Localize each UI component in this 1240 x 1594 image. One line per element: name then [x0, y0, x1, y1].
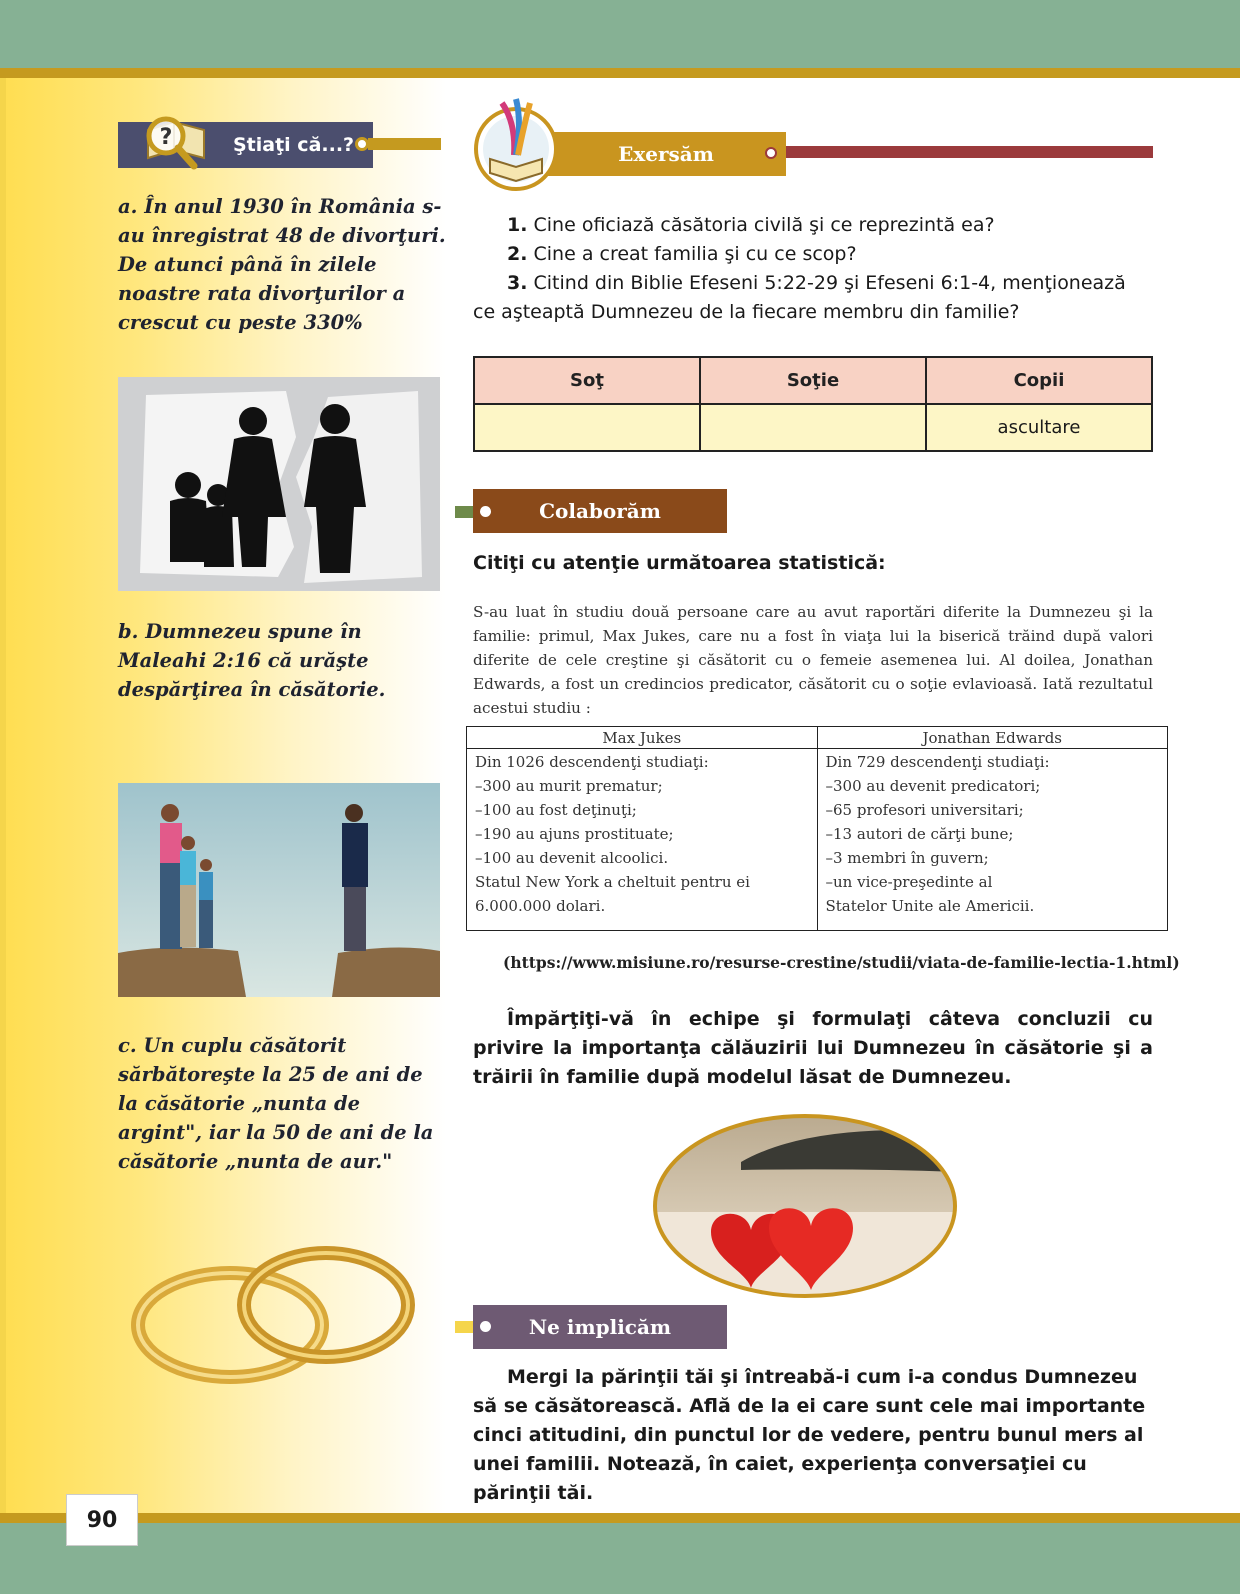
question-1-number: 1. — [507, 214, 528, 236]
fact-b: b. Dumnezeu spune în Maleahi 2:16 că urăşte despărţirea în căsătorie. — [118, 620, 386, 701]
stats-cell-jukes — [467, 749, 818, 931]
stats-jukes-line: –190 au ajuns prostituate; — [475, 825, 674, 843]
exersam-dot — [765, 147, 777, 159]
exersam-header: Exersăm — [486, 132, 786, 176]
magnifier-book-icon — [134, 110, 218, 176]
colaboram-dot — [480, 506, 491, 517]
left-strip — [0, 78, 6, 1513]
stats-jukes-line: Din 1026 descendenţi studiaţi: — [475, 753, 709, 771]
ne-implicam-dot — [480, 1321, 491, 1332]
stiati-ca-header: Ştiaţi că...? — [118, 122, 373, 168]
stats-header-jukes: Max Jukes — [467, 727, 818, 749]
stats-jukes-line: –300 au murit prematur; — [475, 777, 663, 795]
statistics-subtitle: Citiţi cu atenţie următoarea statistică: — [473, 552, 886, 574]
family-roles-table — [473, 356, 1153, 452]
study-paragraph: S-au luat în studiu două persoane care au avut raportări diferite la Dumnezeu şi la familie: primul, Max Jukes, care nu a fost în viaţa lui la biserică trăind după valori diferite de cele creştine şi căsătorit cu o femeie asemenea lui. Al doilea, Jonathan Edwards, a fost un credincios predicator, căsătorit cu o soţie evlavioasă. Iată rezultatul acestui studiu : — [473, 603, 1153, 717]
bottom-gold-line — [0, 1513, 1240, 1523]
stats-edwards-line: Din 729 descendenţi studiaţi: — [825, 753, 1050, 771]
separated-couple-photo — [118, 783, 440, 997]
question-2-text: Cine a creat familia şi cu ce scop? — [533, 243, 857, 265]
page-number: 90 — [66, 1494, 138, 1546]
table-cell-copii: ascultare — [926, 404, 1152, 451]
stats-edwards-line: –3 membri în guvern; — [825, 849, 989, 867]
question-1-text: Cine oficiază căsătoria civilă şi ce reprezintă ea? — [533, 214, 995, 236]
table-header-copii: Copii — [926, 357, 1152, 404]
stats-jukes-line: –100 au devenit alcoolici. — [475, 849, 669, 867]
stats-cell-edwards — [817, 749, 1168, 931]
statistics-table — [466, 726, 1168, 931]
team-task: Împărţiţi-vă în echipe şi formulaţi câteva concluzii cu privire la importanţa călăuzirii lui Dumnezeu în căsătorie şi a trăirii în familie după modelul lăsat de Dumnezeu. — [473, 1008, 1153, 1088]
parents-task: Mergi la părinţii tăi şi întreabă-i cum i-a condus Dumnezeu să se căsătorească. Află de la ei care sunt cele mai importante cinci atitudini, din punctul lor de vedere, pentru bunul mers al unei familii. Notează, în caiet, experienţa conversaţiei cu părinţii tăi. — [473, 1366, 1146, 1504]
stiati-ca-dot — [355, 137, 369, 151]
stats-edwards-line: –65 profesori universitari; — [825, 801, 1024, 819]
svg-text:?: ? — [159, 125, 173, 150]
stats-edwards-line: Statelor Unite ale Americii. — [825, 897, 1035, 915]
question-2 — [473, 240, 1153, 269]
stats-header-edwards: Jonathan Edwards — [817, 727, 1168, 749]
question-3 — [473, 269, 1153, 327]
stats-edwards-line: –un vice-preşedinte al — [825, 873, 993, 891]
question-2-number: 2. — [507, 243, 528, 265]
stats-jukes-line: –100 au fost deţinuţi; — [475, 801, 637, 819]
colaboram-header: Colaborăm — [473, 489, 727, 533]
source-link[interactable]: (https://www.misiune.ro/resurse-crestine/studii/viata-de-familie-lectia-1.html) — [503, 953, 1180, 972]
stats-edwards-line: –300 au devenit predicatori; — [825, 777, 1041, 795]
top-band — [0, 0, 1240, 68]
exersam-line — [763, 146, 1153, 158]
top-gold-line — [0, 68, 1240, 78]
fact-c: c. Un cuplu căsătorit sărbătoreşte la 25 de ani de la căsătorie „nunta de argint", iar la 50 de ani de la căsătorie „nunta de aur." — [118, 1034, 434, 1173]
stats-jukes-line: 6.000.000 dolari. — [475, 897, 606, 915]
hearts-photo — [651, 1112, 959, 1300]
stats-jukes-line: Statul New York a cheltuit pentru ei — [475, 873, 750, 891]
stats-edwards-line: –13 autori de cărţi bune; — [825, 825, 1014, 843]
stiati-ca-line — [368, 138, 441, 150]
table-header-sotie: Soţie — [700, 357, 926, 404]
table-cell-sotie — [700, 404, 926, 451]
wedding-rings-photo — [130, 1235, 430, 1395]
quill-book-icon — [472, 93, 560, 193]
bottom-band — [0, 1523, 1240, 1594]
broken-family-photo — [118, 377, 440, 591]
fact-a: a. În anul 1930 în România s-au înregistrat 48 de divorţuri. De atunci până în zilele noastre rata divorţurilor a crescut cu peste 330% — [118, 195, 446, 334]
question-3-number: 3. — [507, 272, 528, 294]
question-3-text: Citind din Biblie Efeseni 5:22-29 şi Efeseni 6:1-4, menţionează ce aşteaptă Dumnezeu de la fiecare membru din familie? — [473, 272, 1126, 323]
table-header-sot: Soţ — [474, 357, 700, 404]
table-cell-sot — [474, 404, 700, 451]
question-1 — [473, 211, 1153, 240]
ne-implicam-header: Ne implicăm — [473, 1305, 727, 1349]
